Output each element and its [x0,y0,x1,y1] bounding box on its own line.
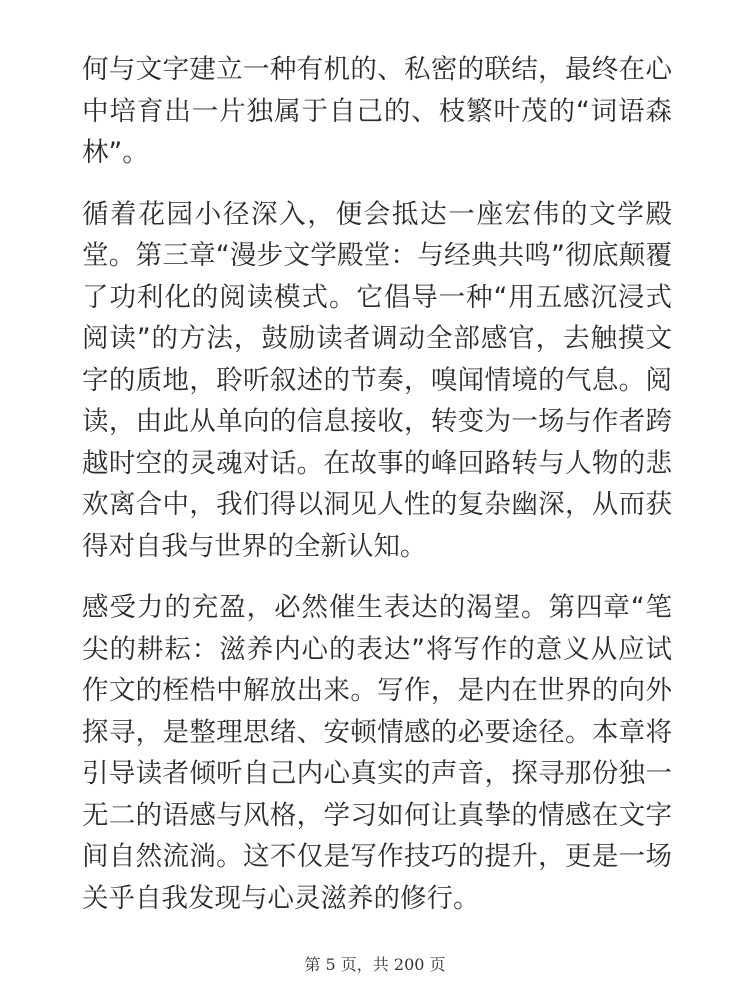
paragraph-1: 何与文字建立一种有机的、私密的联结，最终在心中培育出一片独属于自己的、枝繁叶茂的“词语森林”。 [82,54,672,168]
page-number-footer: 第 5 页，共 200 页 [304,955,446,974]
paragraph-2: 循着花园小径深入，便会抵达一座宏伟的文学殿堂。第三章“漫步文学殿堂：与经典共鸣”彻底颠覆了功利化的阅读模式。它倡导一种“用五感沉浸式阅读”的方法，鼓励读者调动全部感官，去触摸文字的质地，聆听叙述的节奏，嗅闻情境的气息。阅读，由此从单向的信息接收，转变为一场与作者跨越时空的灵魂对话。在故事的峰回路转与人物的悲欢离合中，我们得以洞见人性的复杂幽深，从而获得对自我与世界的全新认知。 [82,198,672,562]
paragraph-3: 感受力的充盈，必然催生表达的渴望。第四章“笔尖的耕耘：滋养内心的表达”将写作的意义从应试作文的桎梏中解放出来。写作，是内在世界的向外探寻，是整理思绪、安顿情感的必要途径。本章将引导读者倾听自己内心真实的声音，探寻那份独一无二的语感与风格，学习如何让真挚的情感在文字间自然流淌。这不仅是写作技巧的提升，更是一场关乎自我发现与心灵滋养的修行。 [82,592,672,914]
body-text [82,49,672,939]
